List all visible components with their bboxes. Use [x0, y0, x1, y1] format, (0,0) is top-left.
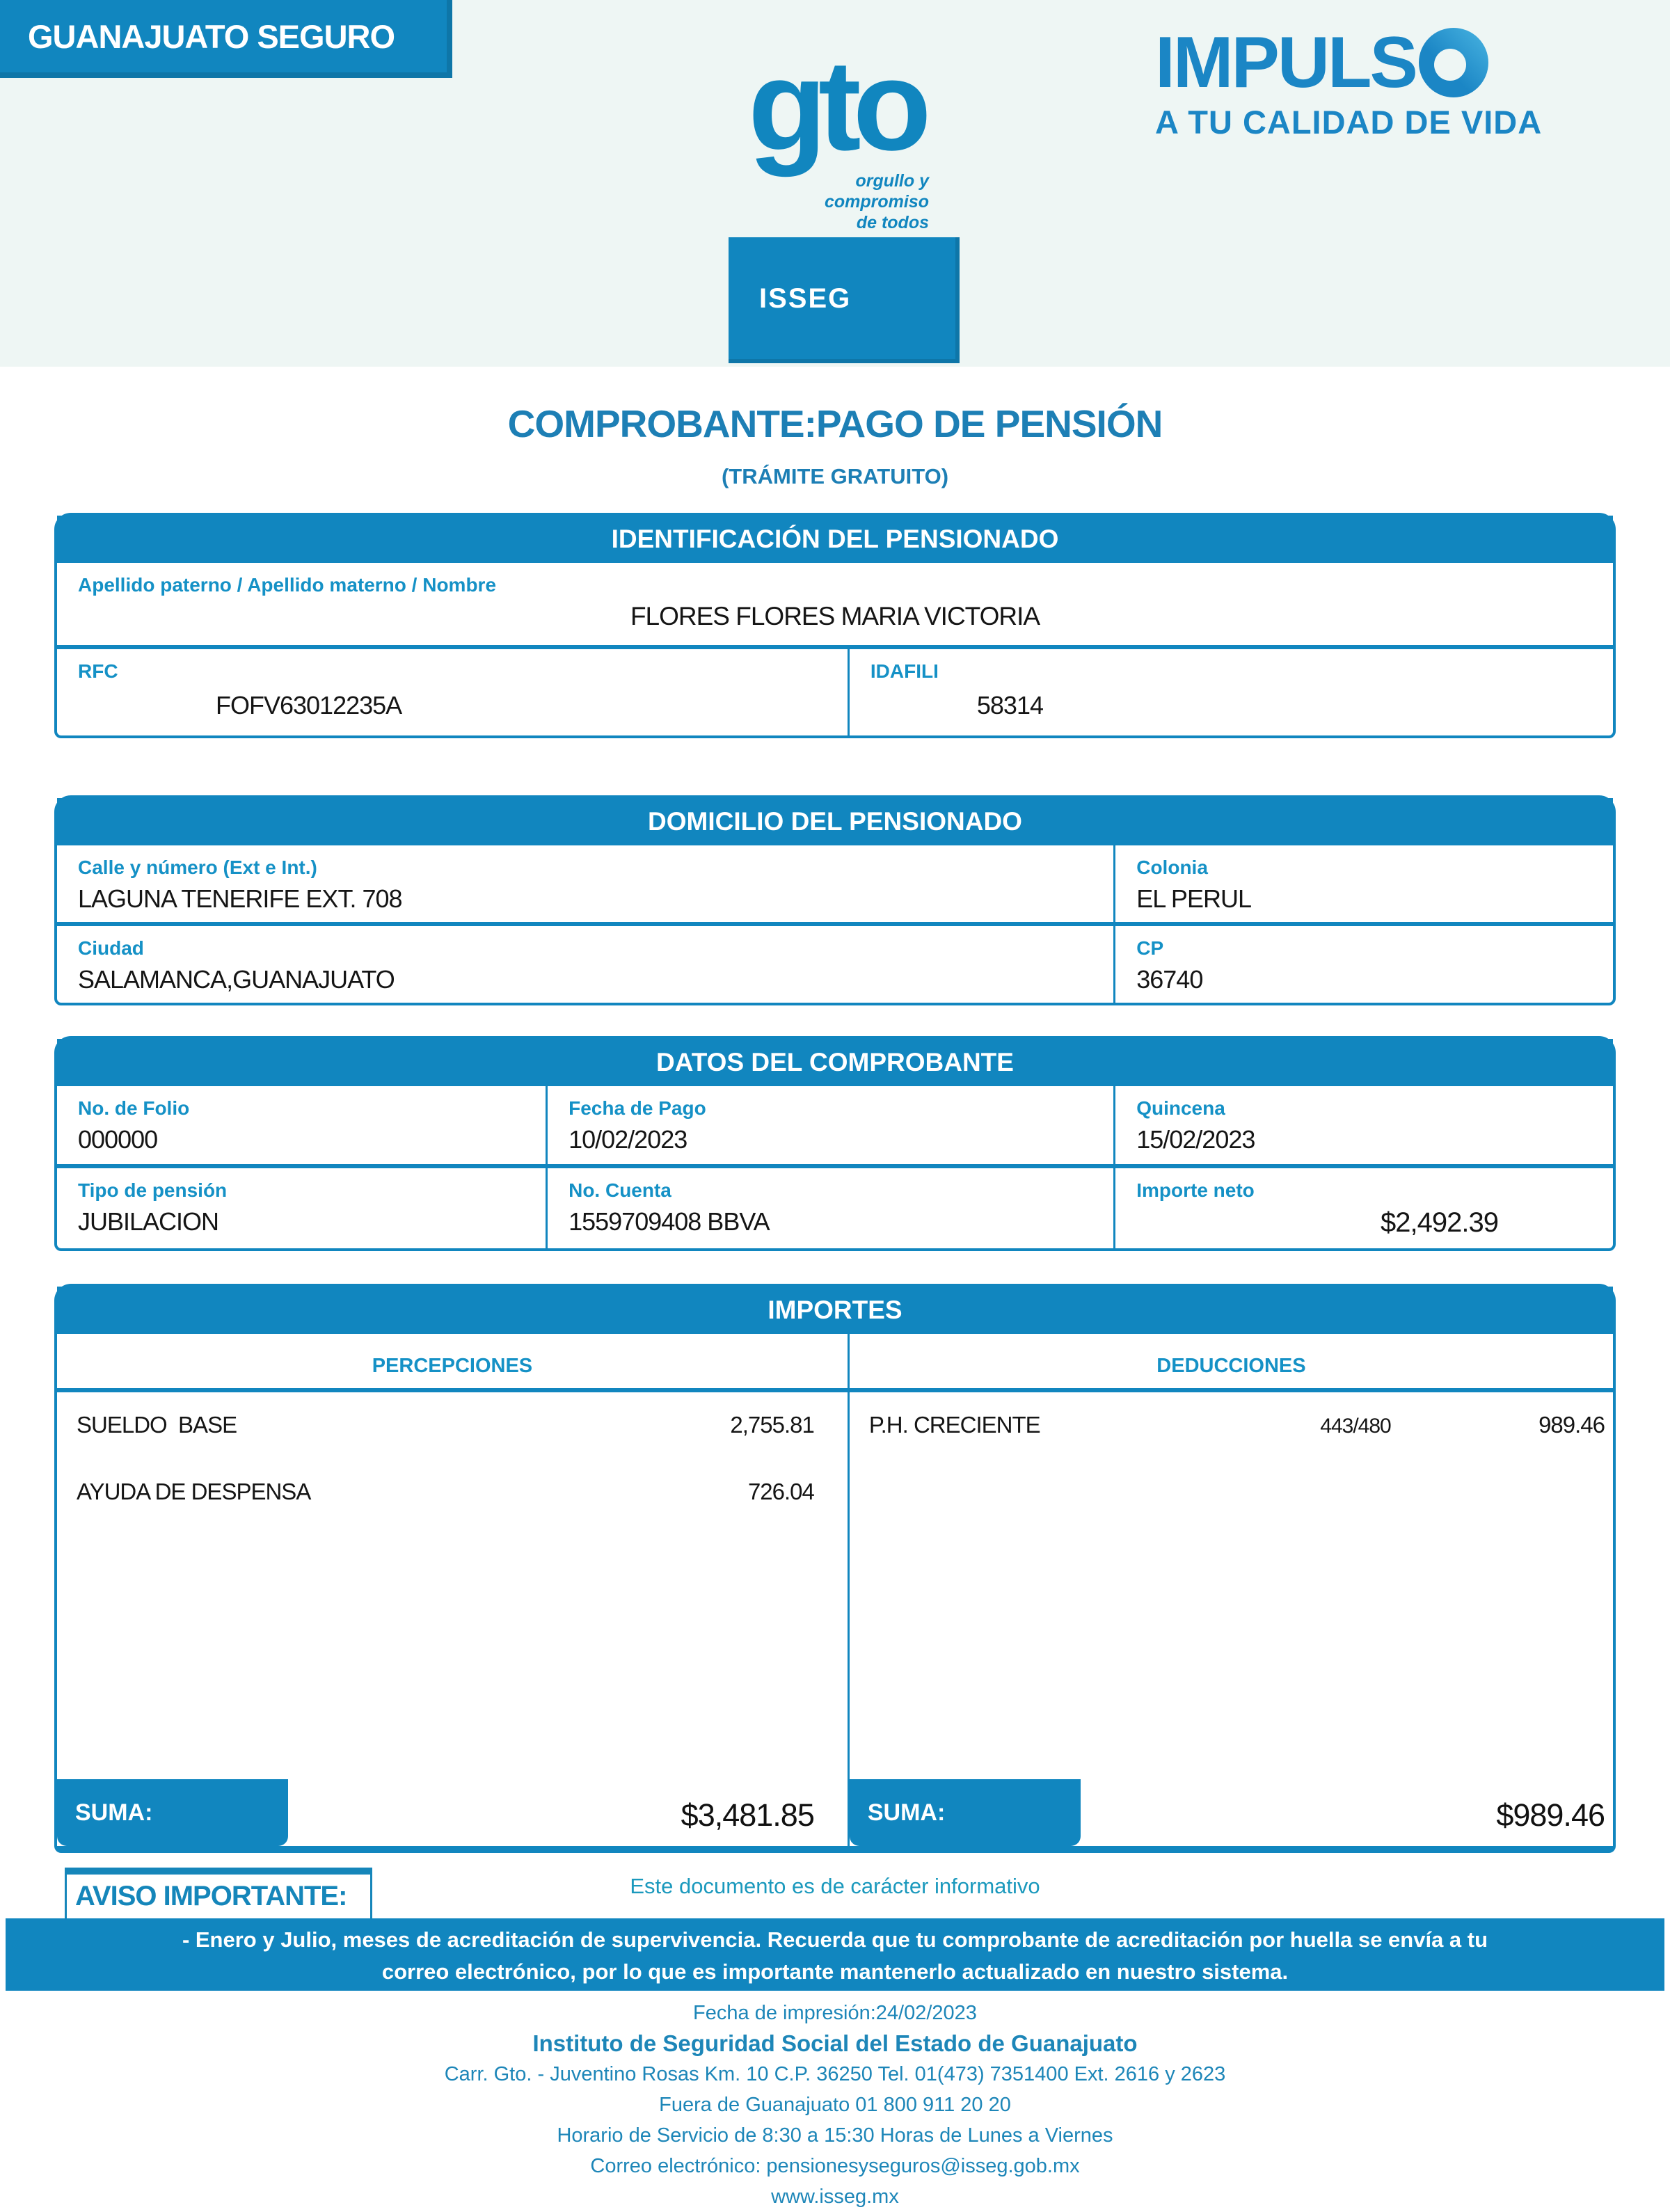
- suma-label: SUMA:: [75, 1799, 153, 1826]
- field-importe-neto: [1113, 1168, 1613, 1248]
- row-calle-colonia: [57, 845, 1613, 922]
- fecha-pago-label: Fecha de Pago: [568, 1097, 706, 1119]
- percepcion-importe: 2,755.81: [730, 1412, 814, 1438]
- field-cuenta: [546, 1168, 1113, 1248]
- suma-deducciones-box: [850, 1779, 1081, 1846]
- page-subtitle: (TRÁMITE GRATUITO): [721, 464, 949, 488]
- suma-percepciones: [57, 1779, 848, 1846]
- deducciones-header: DEDUCCIONES: [848, 1334, 1613, 1388]
- suma-row: [57, 1779, 1613, 1846]
- cuenta-label: No. Cuenta: [568, 1179, 671, 1201]
- cp-value: 36740: [1136, 965, 1203, 994]
- impulso-o-icon: [1419, 28, 1488, 97]
- folio-value: 000000: [78, 1125, 158, 1154]
- tipo-pension-label: Tipo de pensión: [78, 1179, 228, 1201]
- deduccion-concepto: P.H. CRECIENTE: [868, 1412, 1040, 1438]
- ciudad-value: SALAMANCA,GUANAJUATO: [78, 965, 395, 994]
- importes-column-headers: [57, 1334, 1613, 1388]
- deduccion-row: [850, 1412, 1613, 1438]
- rfc-value: FOFV63012235A: [216, 691, 402, 719]
- folio-label: No. de Folio: [78, 1097, 190, 1119]
- guanajuato-seguro-label: GUANAJUATO SEGURO: [28, 17, 395, 55]
- fecha-impresion: Fecha de impresión:24/02/2023: [693, 2002, 977, 2024]
- gto-logo: [748, 34, 923, 177]
- cuenta-value: 1559709408 BBVA: [568, 1207, 770, 1236]
- deduccion-detalle: 443/480: [1320, 1415, 1391, 1438]
- fecha-pago-value: 10/02/2023: [568, 1125, 687, 1154]
- instituto-nombre: Instituto de Seguridad Social del Estado de Guanajuato: [532, 2030, 1138, 2056]
- percepcion-concepto: AYUDA DE DESPENSA: [77, 1479, 311, 1504]
- page-title: COMPROBANTE:PAGO DE PENSIÓN: [507, 402, 1163, 445]
- aviso-banner-line1: - Enero y Julio, meses de acreditación de supervivencia. Recuerda que tu comprobante de acreditación por huella se envía a tu: [182, 1927, 1488, 1952]
- cp-label: CP: [1136, 937, 1164, 959]
- field-calle: [57, 845, 1113, 922]
- percepcion-importe: 726.04: [747, 1479, 814, 1504]
- idafili-value: 58314: [976, 691, 1043, 719]
- ciudad-label: Ciudad: [78, 937, 144, 959]
- importe-neto-label: Importe neto: [1136, 1179, 1255, 1201]
- field-colonia: [1113, 845, 1613, 922]
- aviso-banner-line2: correo electrónico, por lo que es importante mantenerlo actualizado en nuestro sistema.: [381, 1959, 1289, 1984]
- rfc-label: RFC: [78, 660, 118, 682]
- percepcion-concepto: SUELDO BASE: [77, 1412, 237, 1438]
- field-nombre: [57, 563, 1613, 645]
- aviso-area: [54, 1853, 1616, 1991]
- percepciones-header: PERCEPCIONES: [372, 1355, 533, 1377]
- field-rfc: [57, 649, 848, 735]
- impulso-text: IMPULS: [1155, 22, 1416, 103]
- section-datos-header: DATOS DEL COMPROBANTE: [57, 1039, 1613, 1086]
- quincena-value: 15/02/2023: [1136, 1125, 1255, 1154]
- documento-informativo-note: Este documento es de carácter informativo: [630, 1874, 1040, 1898]
- idafili-label: IDAFILI: [870, 660, 939, 682]
- telefono-fuera-guanajuato: Fuera de Guanajuato 01 800 911 20 20: [659, 2094, 1011, 2116]
- percepcion-row: [57, 1412, 848, 1438]
- suma-percepciones-box: [57, 1779, 288, 1846]
- row-rfc-idafili: [57, 649, 1613, 735]
- row-tipo-cuenta-importe: [57, 1168, 1613, 1248]
- field-cp: [1113, 926, 1613, 1003]
- suma-deducciones: [848, 1779, 1613, 1846]
- field-quincena: [1113, 1086, 1613, 1164]
- deduccion-importe: 989.46: [1538, 1412, 1605, 1438]
- correo-electronico: Correo electrónico: pensionesyseguros@isseg.gob.mx: [590, 2155, 1080, 2177]
- isseg-label: ISSEG: [759, 283, 852, 314]
- suma-deducciones-value: $989.46: [1496, 1797, 1605, 1833]
- calle-label: Calle y número (Ext e Int.): [78, 857, 317, 878]
- colonia-label: Colonia: [1136, 857, 1208, 878]
- section-datos: [54, 1036, 1616, 1251]
- gto-slogan-line: compromiso: [824, 192, 929, 212]
- isseg-logo-box: [729, 237, 960, 363]
- aviso-banner: [6, 1918, 1664, 1991]
- field-folio: [57, 1086, 546, 1164]
- section-identificacion: [54, 513, 1616, 738]
- gto-logo-text: gto: [748, 34, 923, 177]
- impulso-tagline: A TU CALIDAD DE VIDA: [1155, 104, 1543, 141]
- footer: [0, 1991, 1670, 2212]
- section-domicilio: [54, 795, 1616, 1005]
- gto-slogan-line: de todos: [856, 213, 929, 232]
- row-ciudad-cp: [57, 926, 1613, 1003]
- tipo-pension-value: JUBILACION: [78, 1207, 219, 1236]
- quincena-label: Quincena: [1136, 1097, 1225, 1119]
- row-folio-fecha-quincena: [57, 1086, 1613, 1164]
- importe-neto-value: $2,492.39: [1381, 1207, 1498, 1238]
- sitio-web: www.isseg.mx: [771, 2186, 899, 2208]
- deducciones-column: [848, 1392, 1613, 1779]
- suma-percepciones-value: $3,481.85: [681, 1797, 814, 1833]
- section-identificacion-header: IDENTIFICACIÓN DEL PENSIONADO: [57, 516, 1613, 563]
- impulso-logo: [1155, 22, 1614, 141]
- calle-value: LAGUNA TENERIFE EXT. 708: [78, 884, 402, 913]
- gto-slogan: [800, 170, 929, 233]
- letterhead: [0, 0, 1670, 367]
- instituto-direccion: Carr. Gto. - Juventino Rosas Km. 10 C.P. 36250 Tel. 01(473) 7351400 Ext. 2616 y 2623: [444, 2063, 1226, 2085]
- impulso-wordmark: [1155, 22, 1614, 103]
- guanajuato-seguro-badge: [0, 0, 452, 78]
- suma-label: SUMA:: [867, 1799, 946, 1826]
- field-tipo-pension: [57, 1168, 546, 1248]
- aviso-importante-label: AVISO IMPORTANTE:: [75, 1881, 347, 1911]
- nombre-label: Apellido paterno / Apellido materno / Nombre: [78, 574, 497, 596]
- nombre-value: FLORES FLORES MARIA VICTORIA: [630, 602, 1040, 630]
- horario-servicio: Horario de Servicio de 8:30 a 15:30 Horas de Lunes a Viernes: [557, 2124, 1113, 2147]
- percepcion-row: [57, 1479, 848, 1505]
- percepciones-column: [57, 1392, 848, 1779]
- section-importes-header: IMPORTES: [57, 1287, 1613, 1334]
- gto-slogan-line: orgullo y: [855, 171, 929, 191]
- aviso-importante-box: [65, 1868, 372, 1920]
- colonia-value: EL PERUL: [1136, 884, 1251, 913]
- importes-body: [57, 1392, 1613, 1779]
- section-importes: [54, 1284, 1616, 1853]
- field-ciudad: [57, 926, 1113, 1003]
- section-domicilio-header: DOMICILIO DEL PENSIONADO: [57, 798, 1613, 845]
- field-fecha-pago: [546, 1086, 1113, 1164]
- field-idafili: [848, 649, 1613, 735]
